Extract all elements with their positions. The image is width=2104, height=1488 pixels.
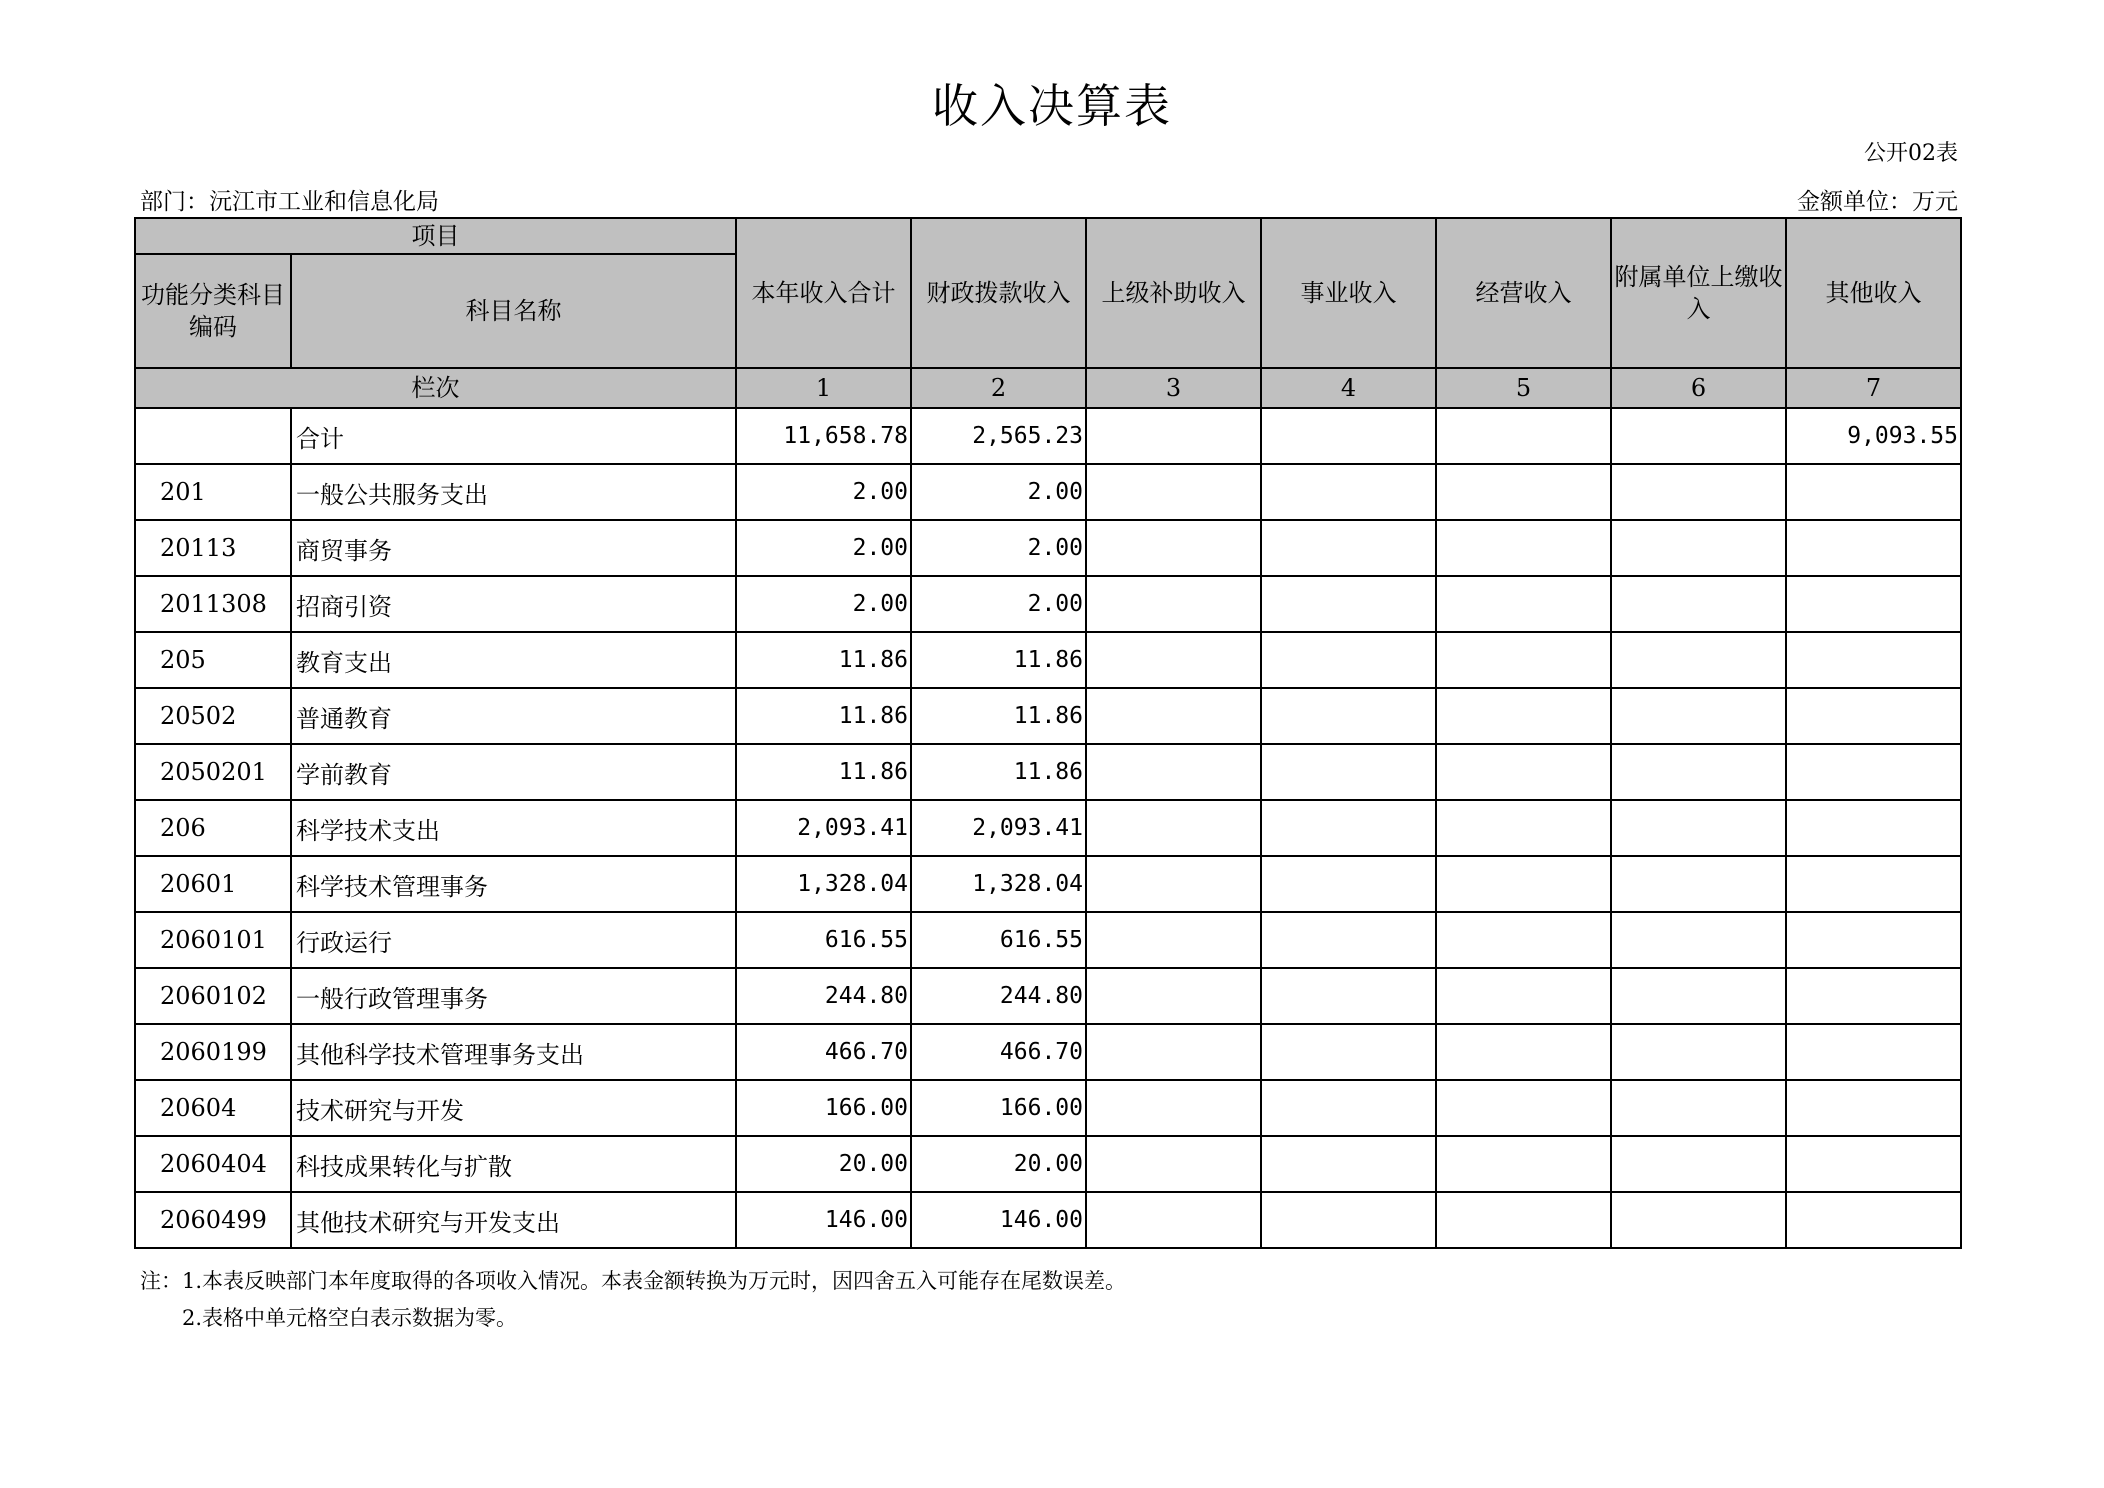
amount-cell-col-1: 2,093.41 <box>736 800 911 856</box>
table-row <box>135 1136 1961 1192</box>
amount-cell-col-4 <box>1261 1080 1436 1136</box>
amount-cell-col-7 <box>1786 912 1961 968</box>
amount-cell-col-5 <box>1436 520 1611 576</box>
footnote-1: 注：1.本表反映部门本年度取得的各项收入情况。本表金额转换为万元时，因四舍五入可能存在尾数误差。 <box>140 1269 1127 1293</box>
table-row <box>135 520 1961 576</box>
amount-cell-col-6 <box>1611 1136 1786 1192</box>
amount-cell-col-1: 2.00 <box>736 464 911 520</box>
table-row <box>135 464 1961 520</box>
subject-name-cell: 其他科学技术管理事务支出 <box>291 1024 736 1080</box>
func-code-cell: 2060499 <box>135 1192 291 1248</box>
amount-cell-col-7 <box>1786 520 1961 576</box>
header-col-5: 经营收入 <box>1436 218 1611 368</box>
amount-cell-col-1: 466.70 <box>736 1024 911 1080</box>
amount-cell-col-7 <box>1786 688 1961 744</box>
amount-cell-col-2: 2,565.23 <box>911 408 1086 464</box>
amount-cell-col-4 <box>1261 1136 1436 1192</box>
func-code-cell: 2060199 <box>135 1024 291 1080</box>
amount-cell-col-1: 2.00 <box>736 520 911 576</box>
amount-cell-col-6 <box>1611 688 1786 744</box>
amount-cell-col-3 <box>1086 856 1261 912</box>
subject-name-cell: 一般行政管理事务 <box>291 968 736 1024</box>
column-number-7: 7 <box>1786 368 1961 408</box>
table-row <box>135 632 1961 688</box>
amount-cell-col-1: 11.86 <box>736 688 911 744</box>
amount-cell-col-6 <box>1611 1080 1786 1136</box>
amount-cell-col-4 <box>1261 632 1436 688</box>
amount-cell-col-6 <box>1611 632 1786 688</box>
func-code-cell: 205 <box>135 632 291 688</box>
amount-cell-col-2: 244.80 <box>911 968 1086 1024</box>
func-code-cell: 2060102 <box>135 968 291 1024</box>
amount-cell-col-5 <box>1436 576 1611 632</box>
amount-cell-col-3 <box>1086 800 1261 856</box>
column-number-1: 1 <box>736 368 911 408</box>
table-row <box>135 856 1961 912</box>
amount-cell-col-6 <box>1611 912 1786 968</box>
subject-name-cell: 合计 <box>291 408 736 464</box>
header-row-label: 栏次 <box>135 368 736 408</box>
func-code-cell: 206 <box>135 800 291 856</box>
subject-name-cell: 招商引资 <box>291 576 736 632</box>
column-number-5: 5 <box>1436 368 1611 408</box>
amount-cell-col-7 <box>1786 856 1961 912</box>
amount-cell-col-1: 166.00 <box>736 1080 911 1136</box>
amount-cell-col-1: 146.00 <box>736 1192 911 1248</box>
amount-cell-col-4 <box>1261 856 1436 912</box>
func-code-cell: 20502 <box>135 688 291 744</box>
func-code-cell: 2011308 <box>135 576 291 632</box>
header-col-4: 事业收入 <box>1261 218 1436 368</box>
amount-cell-col-4 <box>1261 576 1436 632</box>
report-title: 收入决算表 <box>932 79 1172 133</box>
amount-cell-col-7 <box>1786 1080 1961 1136</box>
table-row <box>135 408 1961 464</box>
subject-name-cell: 普通教育 <box>291 688 736 744</box>
amount-cell-col-4 <box>1261 688 1436 744</box>
header-col-2: 财政拨款收入 <box>911 218 1086 368</box>
amount-cell-col-7 <box>1786 744 1961 800</box>
amount-cell-col-6 <box>1611 1192 1786 1248</box>
amount-cell-col-1: 11.86 <box>736 744 911 800</box>
amount-cell-col-1: 244.80 <box>736 968 911 1024</box>
subject-name-cell: 科学技术支出 <box>291 800 736 856</box>
amount-cell-col-2: 2,093.41 <box>911 800 1086 856</box>
amount-cell-col-7 <box>1786 1136 1961 1192</box>
amount-cell-col-5 <box>1436 464 1611 520</box>
amount-cell-col-1: 11,658.78 <box>736 408 911 464</box>
amount-cell-col-7 <box>1786 1024 1961 1080</box>
amount-cell-col-2: 20.00 <box>911 1136 1086 1192</box>
func-code-cell: 2060404 <box>135 1136 291 1192</box>
amount-cell-col-2: 11.86 <box>911 688 1086 744</box>
amount-cell-col-6 <box>1611 408 1786 464</box>
amount-cell-col-3 <box>1086 576 1261 632</box>
header-col-3: 上级补助收入 <box>1086 218 1261 368</box>
amount-unit-label: 金额单位：万元 <box>1797 189 1958 215</box>
header-project: 项目 <box>135 218 736 254</box>
table-row <box>135 576 1961 632</box>
amount-cell-col-6 <box>1611 968 1786 1024</box>
amount-cell-col-2: 2.00 <box>911 520 1086 576</box>
amount-cell-col-5 <box>1436 744 1611 800</box>
table-row <box>135 912 1961 968</box>
amount-cell-col-3 <box>1086 912 1261 968</box>
amount-cell-col-2: 146.00 <box>911 1192 1086 1248</box>
table-row <box>135 1080 1961 1136</box>
amount-cell-col-1: 11.86 <box>736 632 911 688</box>
table-row <box>135 744 1961 800</box>
column-number-3: 3 <box>1086 368 1261 408</box>
amount-cell-col-7 <box>1786 800 1961 856</box>
amount-cell-col-3 <box>1086 1192 1261 1248</box>
amount-cell-col-2: 2.00 <box>911 464 1086 520</box>
amount-cell-col-3 <box>1086 688 1261 744</box>
amount-cell-col-4 <box>1261 408 1436 464</box>
table-row <box>135 968 1961 1024</box>
amount-cell-col-6 <box>1611 464 1786 520</box>
amount-cell-col-7 <box>1786 464 1961 520</box>
amount-cell-col-5 <box>1436 856 1611 912</box>
amount-cell-col-5 <box>1436 408 1611 464</box>
amount-cell-col-3 <box>1086 632 1261 688</box>
amount-cell-col-7 <box>1786 632 1961 688</box>
amount-cell-col-1: 1,328.04 <box>736 856 911 912</box>
func-code-cell: 20113 <box>135 520 291 576</box>
amount-cell-col-6 <box>1611 800 1786 856</box>
amount-cell-col-4 <box>1261 800 1436 856</box>
subject-name-cell: 其他技术研究与开发支出 <box>291 1192 736 1248</box>
amount-cell-col-4 <box>1261 1024 1436 1080</box>
amount-cell-col-7 <box>1786 576 1961 632</box>
subject-name-cell: 学前教育 <box>291 744 736 800</box>
amount-cell-col-2: 1,328.04 <box>911 856 1086 912</box>
amount-cell-col-4 <box>1261 744 1436 800</box>
amount-cell-col-6 <box>1611 520 1786 576</box>
func-code-cell: 20601 <box>135 856 291 912</box>
amount-cell-col-1: 616.55 <box>736 912 911 968</box>
subject-name-cell: 技术研究与开发 <box>291 1080 736 1136</box>
amount-cell-col-2: 2.00 <box>911 576 1086 632</box>
subject-name-cell: 科学技术管理事务 <box>291 856 736 912</box>
amount-cell-col-3 <box>1086 1024 1261 1080</box>
header-subject-name: 科目名称 <box>291 254 736 368</box>
func-code-cell: 20604 <box>135 1080 291 1136</box>
amount-cell-col-3 <box>1086 408 1261 464</box>
amount-cell-col-5 <box>1436 968 1611 1024</box>
subject-name-cell: 教育支出 <box>291 632 736 688</box>
amount-cell-col-5 <box>1436 1192 1611 1248</box>
amount-cell-col-5 <box>1436 632 1611 688</box>
amount-cell-col-2: 11.86 <box>911 632 1086 688</box>
amount-cell-col-2: 11.86 <box>911 744 1086 800</box>
column-number-6: 6 <box>1611 368 1786 408</box>
header-col-6: 附属单位上缴收入 <box>1611 218 1786 368</box>
amount-cell-col-6 <box>1611 1024 1786 1080</box>
amount-cell-col-1: 20.00 <box>736 1136 911 1192</box>
table-row <box>135 1024 1961 1080</box>
table-row <box>135 1192 1961 1248</box>
income-final-accounts-table <box>134 217 1962 1249</box>
form-number: 公开02表 <box>1864 141 1958 166</box>
table-row <box>135 800 1961 856</box>
amount-cell-col-5 <box>1436 1136 1611 1192</box>
amount-cell-col-6 <box>1611 856 1786 912</box>
amount-cell-col-2: 616.55 <box>911 912 1086 968</box>
amount-cell-col-3 <box>1086 464 1261 520</box>
amount-cell-col-5 <box>1436 1080 1611 1136</box>
func-code-cell: 2050201 <box>135 744 291 800</box>
func-code-cell: 201 <box>135 464 291 520</box>
subject-name-cell: 一般公共服务支出 <box>291 464 736 520</box>
column-number-2: 2 <box>911 368 1086 408</box>
amount-cell-col-5 <box>1436 688 1611 744</box>
amount-cell-col-2: 466.70 <box>911 1024 1086 1080</box>
header-col-1: 本年收入合计 <box>736 218 911 368</box>
amount-cell-col-3 <box>1086 1080 1261 1136</box>
amount-cell-col-2: 166.00 <box>911 1080 1086 1136</box>
amount-cell-col-7 <box>1786 968 1961 1024</box>
func-code-cell: 2060101 <box>135 912 291 968</box>
func-code-cell <box>135 408 291 464</box>
amount-cell-col-4 <box>1261 520 1436 576</box>
amount-cell-col-3 <box>1086 520 1261 576</box>
header-col-7: 其他收入 <box>1786 218 1961 368</box>
amount-cell-col-4 <box>1261 968 1436 1024</box>
footnote-2: 2.表格中单元格空白表示数据为零。 <box>182 1306 518 1330</box>
amount-cell-col-5 <box>1436 1024 1611 1080</box>
subject-name-cell: 科技成果转化与扩散 <box>291 1136 736 1192</box>
header-func-code: 功能分类科目编码 <box>135 254 291 368</box>
amount-cell-col-4 <box>1261 912 1436 968</box>
amount-cell-col-5 <box>1436 800 1611 856</box>
table-row <box>135 688 1961 744</box>
column-number-4: 4 <box>1261 368 1436 408</box>
amount-cell-col-3 <box>1086 968 1261 1024</box>
amount-cell-col-5 <box>1436 912 1611 968</box>
amount-cell-col-6 <box>1611 744 1786 800</box>
amount-cell-col-1: 2.00 <box>736 576 911 632</box>
amount-cell-col-7 <box>1786 1192 1961 1248</box>
department-label: 部门：沅江市工业和信息化局 <box>140 189 439 215</box>
amount-cell-col-4 <box>1261 464 1436 520</box>
subject-name-cell: 行政运行 <box>291 912 736 968</box>
amount-cell-col-3 <box>1086 744 1261 800</box>
amount-cell-col-7: 9,093.55 <box>1786 408 1961 464</box>
subject-name-cell: 商贸事务 <box>291 520 736 576</box>
amount-cell-col-6 <box>1611 576 1786 632</box>
amount-cell-col-4 <box>1261 1192 1436 1248</box>
amount-cell-col-3 <box>1086 1136 1261 1192</box>
